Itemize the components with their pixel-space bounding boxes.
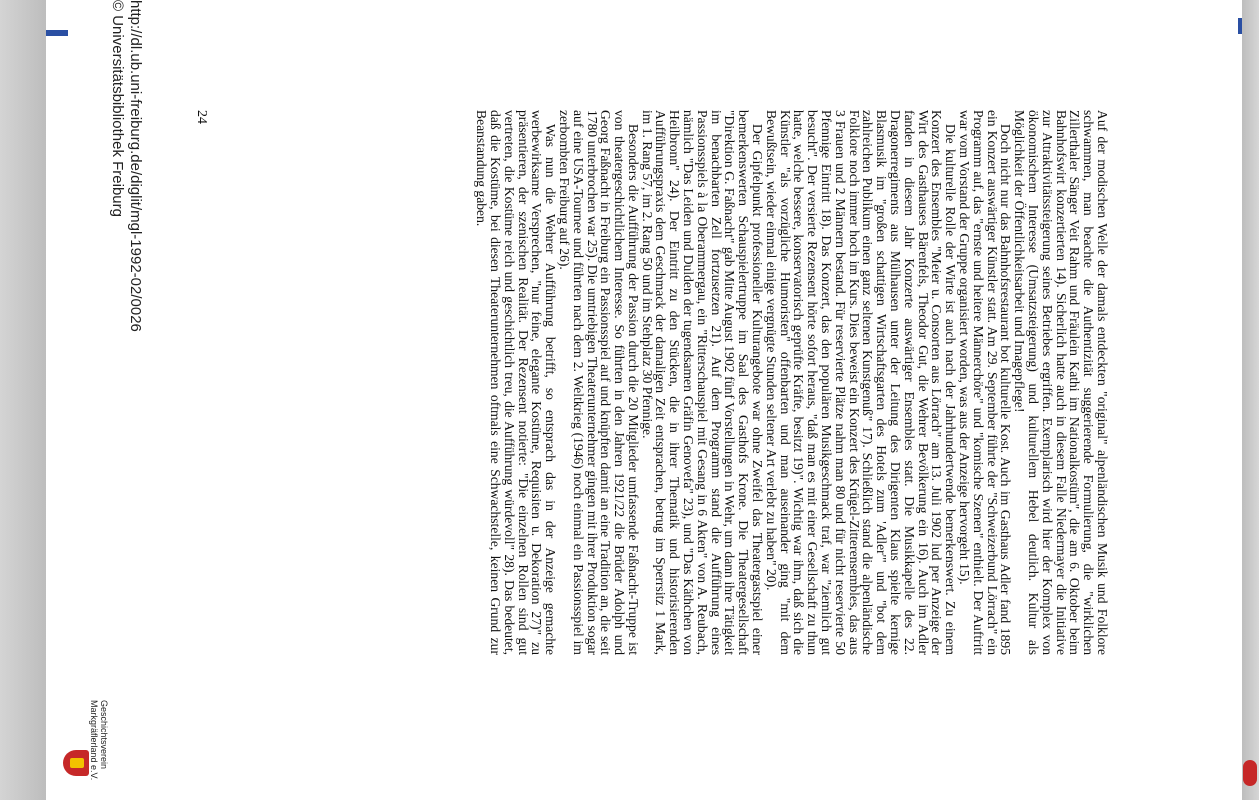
paragraph: Besonders die Aufführung der Passion durch die 20 Mitglieder umfassende Faßnacht-Truppe ist von theatergeschichtlichem Interesse. So führten in den Jahren 1921/22 die Brüder Adolph und Georg Faßnacht in Freiburg ein Passionsspiel auf und knüpften damit an eine Tradition an, die seit 1780 unterbrochen war 25). Die umtriebigen Theaterunternehmer gingen mit ihrer Produktion sogar auf eine USA-Tournee und führten nach dem 2. Weltkrieg (1946) noch einmal ein Passionsspiel im zerbombten Freiburg auf 26). [556,110,641,655]
article-text [474,110,1109,655]
paragraph: Auf der modischen Welle der damals entdeckten "original" alpenländischen Musik und Folklore schwammen, man beachte die Authentizität suggerierende Formulierung, die "wirklichen Zillerthaler Sänger Veit Rahm und Fräulein Kathi im Nationalkostüm", die am 6. Oktober beim Bahnhofswirt konzertierten 14). Sicherlich hatte auch in diesem Falle Niedermayer die Initiative zur Attraktivitätssteigerung seines Betriebes ergriffen. Exemplarisch wird hier der Komplex von ökonomischem Interesse (Umsatzsteigerung) und kulturellem Hebel deutlich. Kultur als Möglichkeit der Öffentlichkeitsarbeit und Imagepflege! [1012,110,1110,655]
document-page [46,0,1242,800]
paragraph: Der Gipfelpunkt professioneller Kulturangebote war ohne Zweifel das Theatergastspiel einer bemerkenswerten Schauspielertruppe im Saal des Gasthofs Krone. Die Theatergesellschaft "Direktion G. Faßnacht" gab Mitte August 1902 fünf Vorstellungen in Wehr, um dann ihre Tätigkeit im benachbarten Zell fortzusetzen 21). Auf dem Programm stand die Aufführung eines Passionsspiels à la Oberammergau, ein "Ritterschauspiel mit Gesang in 6 Akten" von A. Reubach, nämlich "Das Leiden und Dulden der tugendsamen Gräfin Genovefa" 23), und "Das Käthchen von Heilbronn" 24). Der Eintritt zu den Stücken, die in ihrer Thematik und historisierenden Aufführungspraxis dem Geschmack der damaligen Zeit entsprachen, betrug im Sperrsitz 1 Mark, im 1. Rang 57, im 2. Rang 50 und im Stehplatz 30 Pfennige. [639,110,766,655]
right-viewer-margin [1242,0,1259,800]
stamp-icon [1243,760,1257,786]
watermark-copyright: © Universitätsbibliothek Freiburg [109,0,126,217]
society-name [89,700,109,780]
society-line1: Geschichtsverein [99,700,109,770]
paragraph: Doch nicht nur das Bahnhofsrestaurant bot kulturelle Kost. Auch im Gasthaus Adler fand 1895 ein Konzert auswärtiger Künstler statt. Am 29. September führte der "Schweizerbund Lörrach" ein Programm auf, das "ernste und heitere Männerchöre" und "komische Szenen" enthielt. Der Auftritt war vom Vorstand der Gruppe organisiert worden, was aus der Anzeige hervorgeht 15). [957,110,1014,655]
page-number: 24 [194,110,209,124]
paragraph: Die kulturelle Rolle der Wirte ist auch nach der Jahrhundertwende bemerkenswert. Zu einem Konzert des Ensembles "Meier u. Consorten aus Lörrach" am 13. Juli 1902 lud per Anzeige der Wirt des Gasthauses Bärenfels, Theodor Gut, die Wehrer Bevölkerung ein 16). Auch im Adler fanden in diesem Jahr Konzerte auswärtiger Ensembles statt. Die Musikkapelle des 22. Dragonerregiments aus Mülhausen unter der Leitung des Dirigenten Klaus spielte kernige Blasmusik im "großen schattigen Wirtschaftsgarten des Hotels zum 'Adler'" und "bot dem zahlreichen Publikum einen ganz seltenen Kunstgenuß" 17). Schließlich stand die alpenländische Folklore noch immer hoch im Kurs. Dies beweist ein Konzert des Krügel-Zitterensembles, das aus 3 Frauen und 2 Männern bestand. Für reservierte Plätze nahm man 80 und für nicht reservierte 50 Pfennige Eintritt 18). Das Konzert, das den populären Musikgeschmack traf, war "ziemlich gut besucht". Der versierte Rezensent hörte sofort heraus, "daß man es mit einer Gesellschaft zu thun hatte, welche bessere, konservatorisch geprüfte Kräfte, besitzt 19)". Wichtig war ihm, daß sich die Künstler "als vorzügliche Humoristen" offenbarten und man auseinander ging "mit dem Bewußtsein, wieder einmal einige vergnügte Stunden seltener Art verlebt zu haben" 20). [763,110,959,655]
rotated-scan [54,0,1154,800]
watermark-url[interactable]: http://dl.ub.uni-freiburg.de/diglit/mgl-1992-02/0026 [127,0,144,332]
society-crest-icon [63,750,89,776]
left-viewer-margin [0,0,46,800]
paragraph: Was nun die Wehrer Aufführung betrifft, so entsprach das in der Anzeige gemachte werbewirksame Versprechen, "nur feine, elegante Kostüme, Requisiten u. Dekoration 27)" zu präsentieren, der szenischen Realität. Der Rezensent notierte: "Die einzelnen Rollen sind gut vertreten, die Kostüme reich und geschichtlich treu, die Aufführung würdevoll" 28). Das bedeutet, daß die Kostüme, bei diesen Theaterunternehmen oftmals eine Schwachstelle, keinen Grund zur Beanstandung gaben. [474,110,559,655]
society-line2: Markgräflerland e.V. [89,700,99,781]
watermark-footer [54,0,164,800]
